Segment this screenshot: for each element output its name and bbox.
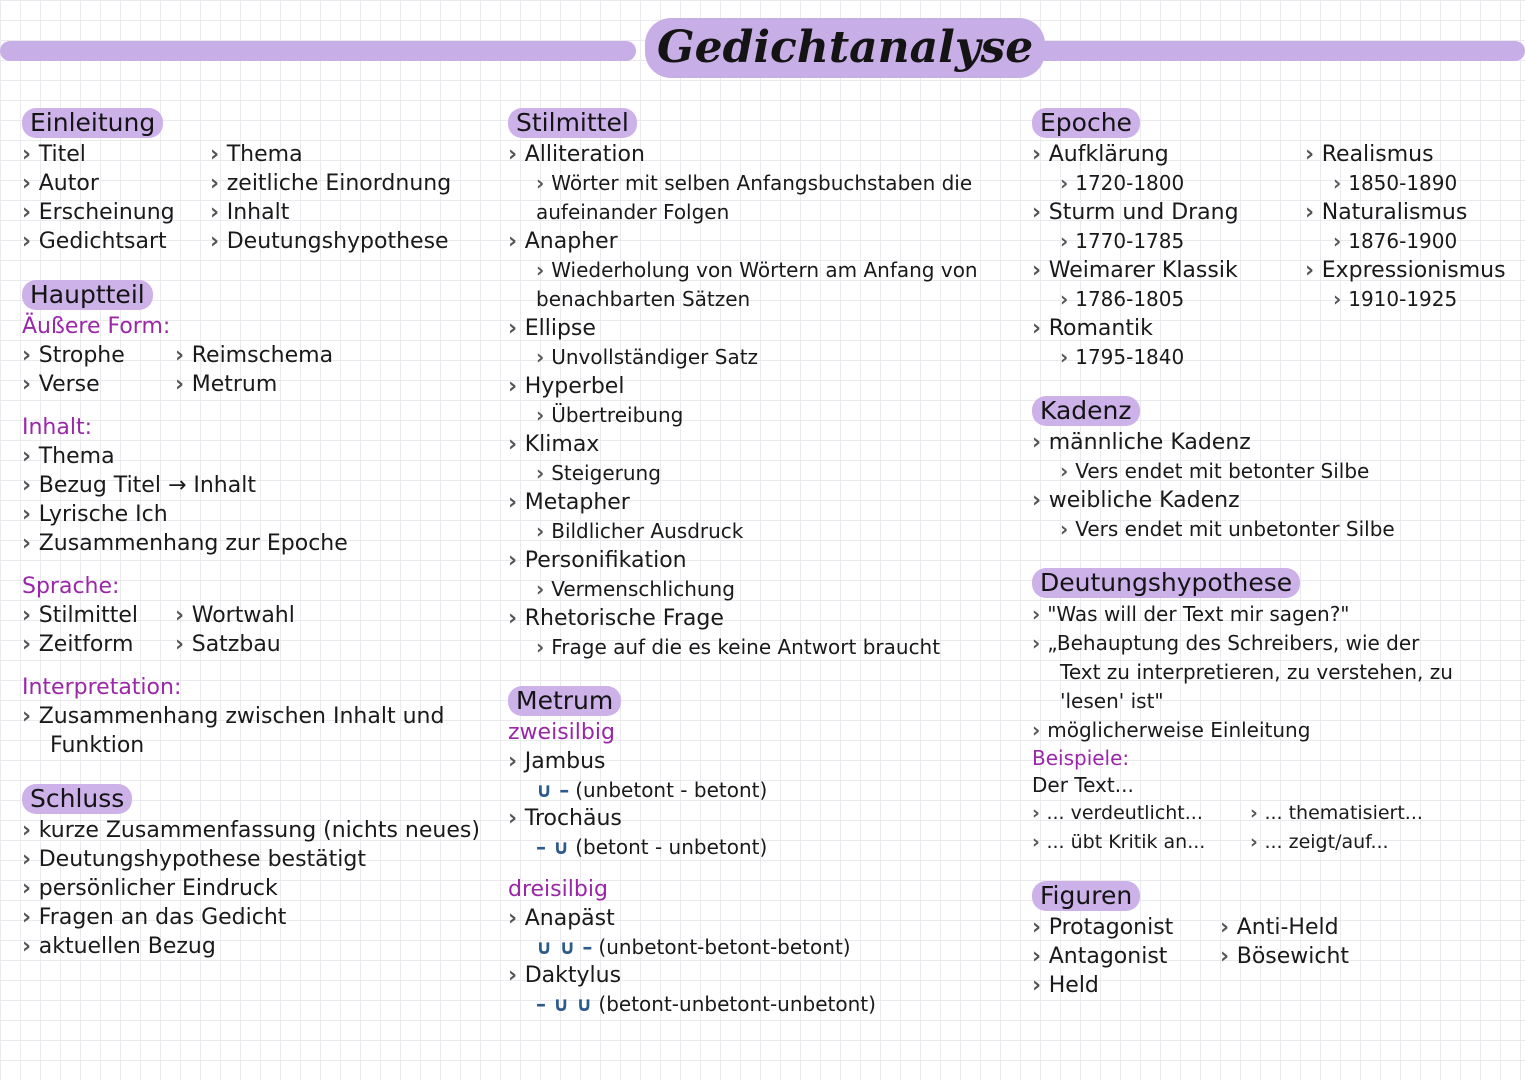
list-item: › Bezug Titel → Inhalt (22, 471, 492, 500)
stilmittel-name: › Rhetorische Frage (508, 604, 1018, 633)
subheading-sprache: Sprache: (22, 574, 120, 599)
epoche-name: › Naturalismus (1305, 198, 1520, 227)
list-item: › persönlicher Eindruck (22, 874, 492, 903)
column-right (1032, 108, 1520, 1024)
epoche-name: › Realismus (1305, 140, 1520, 169)
metrum-name: › Anapäst (508, 904, 1018, 933)
list-item: › Zeitform (22, 630, 167, 659)
header-bar-left (0, 41, 636, 61)
metrum-symbols: ∪ – (536, 778, 570, 802)
stilmittel-name: › Ellipse (508, 314, 1018, 343)
list-item: › ... zeigt/auf... (1250, 828, 1520, 857)
list-item: › Satzbau (175, 630, 492, 659)
section-deutungshypothese (1032, 568, 1520, 857)
metrum-desc: (betont - unbetont) (575, 835, 768, 859)
list-item: › Stilmittel (22, 601, 167, 630)
list-item: › Reimschema (175, 341, 492, 370)
metrum-name: › Daktylus (508, 961, 1018, 990)
epoche-name: › Romantik (1032, 314, 1297, 343)
list-item: › „Behauptung des Schreibers, wie der (1032, 629, 1520, 658)
epoche-name: › Expressionismus (1305, 256, 1520, 285)
list-item: › Protagonist (1032, 913, 1212, 942)
epoche-name: › Weimarer Klassik (1032, 256, 1297, 285)
stilmittel-name: › Anapher (508, 227, 1018, 256)
list-item: › Wortwahl (175, 601, 492, 630)
list-item: › ... übt Kritik an... (1032, 828, 1242, 857)
list-item: › zeitliche Einordnung (210, 169, 492, 198)
list-item: › Held (1032, 971, 1212, 1000)
list-item: › Fragen an das Gedicht (22, 903, 492, 932)
list-item-continued: Funktion (50, 733, 145, 758)
subheading-beispiele: Beispiele: (1032, 746, 1130, 770)
section-hauptteil (22, 280, 492, 760)
metrum-pattern (508, 833, 1018, 861)
subheading-interpretation: Interpretation: (22, 675, 182, 700)
metrum-desc: (unbetont - betont) (575, 778, 768, 802)
heading-figuren: Figuren (1032, 881, 1140, 911)
header-bar-right (962, 41, 1525, 61)
metrum-desc: (unbetont-betont-betont) (598, 935, 851, 959)
list-item: › Anti-Held (1220, 913, 1520, 942)
heading-stilmittel: Stilmittel (508, 108, 637, 138)
list-item: › ... thematisiert... (1250, 799, 1520, 828)
list-item: › Autor (22, 169, 202, 198)
list-item: › Antagonist (1032, 942, 1212, 971)
section-schluss (22, 784, 492, 961)
subheading-dreisilbig: dreisilbig (508, 877, 608, 902)
stilmittel-desc: benachbarten Sätzen (536, 287, 751, 311)
subheading-aeussere-form: Äußere Form: (22, 314, 171, 339)
section-kadenz (1032, 396, 1520, 544)
column-left (22, 108, 492, 985)
stilmittel-desc: › Frage auf die es keine Antwort braucht (508, 633, 1018, 662)
example-intro: Der Text... (1032, 773, 1134, 797)
stilmittel-desc: › Steigerung (508, 459, 1018, 488)
epoche-name: › Sturm und Drang (1032, 198, 1297, 227)
list-item: › Metrum (175, 370, 492, 399)
metrum-name: › Trochäus (508, 804, 1018, 833)
subheading-inhalt: Inhalt: (22, 415, 93, 440)
metrum-name: › Jambus (508, 747, 1018, 776)
list-item-continued: 'lesen' ist" (1060, 689, 1164, 713)
section-stilmittel (508, 108, 1018, 662)
stilmittel-desc: › Unvollständiger Satz (508, 343, 1018, 372)
stilmittel-name: › Metapher (508, 488, 1018, 517)
list-item: › Gedichtsart (22, 227, 202, 256)
stilmittel-desc: › Wörter mit selben Anfangsbuchstaben die (508, 169, 1018, 198)
kadenz-desc: › Vers endet mit betonter Silbe (1032, 457, 1520, 486)
stilmittel-desc: aufeinander Folgen (536, 200, 730, 224)
metrum-pattern (508, 990, 1018, 1018)
subheading-zweisilbig: zweisilbig (508, 720, 615, 745)
metrum-symbols: – ∪ (536, 835, 570, 859)
stilmittel-name: › Klimax (508, 430, 1018, 459)
metrum-pattern (508, 776, 1018, 804)
list-item: › kurze Zusammenfassung (nichts neues) (22, 816, 492, 845)
list-item: › "Was will der Text mir sagen?" (1032, 600, 1520, 629)
metrum-pattern (508, 933, 1018, 961)
stilmittel-desc: › Bildlicher Ausdruck (508, 517, 1018, 546)
heading-kadenz: Kadenz (1032, 396, 1140, 426)
page-title: Gedichtanalyse (645, 18, 1045, 78)
stilmittel-name: › Hyperbel (508, 372, 1018, 401)
column-middle (508, 108, 1018, 1042)
heading-deutungshypothese: Deutungshypothese (1032, 568, 1300, 598)
kadenz-name: › weibliche Kadenz (1032, 486, 1520, 515)
stilmittel-name: › Personifikation (508, 546, 1018, 575)
epoche-name: › Aufklärung (1032, 140, 1297, 169)
list-item: › Erscheinung (22, 198, 202, 227)
metrum-desc: (betont-unbetont-unbetont) (598, 992, 876, 1016)
list-item: › Strophe (22, 341, 167, 370)
metrum-symbols: – ∪ ∪ (536, 992, 593, 1016)
list-item: › möglicherweise Einleitung (1032, 716, 1520, 745)
metrum-symbols: ∪ ∪ – (536, 935, 593, 959)
section-metrum (508, 686, 1018, 1018)
heading-metrum: Metrum (508, 686, 621, 716)
section-einleitung (22, 108, 492, 256)
stilmittel-desc: › Übertreibung (508, 401, 1018, 430)
kadenz-desc: › Vers endet mit unbetonter Silbe (1032, 515, 1520, 544)
epoche-years: › 1910-1925 (1305, 285, 1520, 314)
list-item: › Verse (22, 370, 167, 399)
list-item: › Lyrische Ich (22, 500, 492, 529)
epoche-years: › 1795-1840 (1032, 343, 1297, 372)
list-item: › aktuellen Bezug (22, 932, 492, 961)
list-item: › Inhalt (210, 198, 492, 227)
list-item-continued: Text zu interpretieren, zu verstehen, zu (1060, 660, 1453, 684)
heading-epoche: Epoche (1032, 108, 1140, 138)
kadenz-name: › männliche Kadenz (1032, 428, 1520, 457)
list-item: › Titel (22, 140, 202, 169)
epoche-years: › 1876-1900 (1305, 227, 1520, 256)
list-item: › Deutungshypothese bestätigt (22, 845, 492, 874)
heading-hauptteil: Hauptteil (22, 280, 153, 310)
stilmittel-desc: › Vermenschlichung (508, 575, 1018, 604)
list-item: › Deutungshypothese (210, 227, 492, 256)
list-item: › Zusammenhang zwischen Inhalt und (22, 702, 492, 731)
list-item: › ... verdeutlicht... (1032, 799, 1242, 828)
epoche-years: › 1850-1890 (1305, 169, 1520, 198)
heading-schluss: Schluss (22, 784, 132, 814)
list-item: › Thema (22, 442, 492, 471)
stilmittel-name: › Alliteration (508, 140, 1018, 169)
section-figuren (1032, 881, 1520, 1000)
epoche-years: › 1770-1785 (1032, 227, 1297, 256)
list-item: › Thema (210, 140, 492, 169)
section-epoche (1032, 108, 1520, 372)
epoche-years: › 1786-1805 (1032, 285, 1297, 314)
stilmittel-desc: › Wiederholung von Wörtern am Anfang von (508, 256, 1018, 285)
heading-einleitung: Einleitung (22, 108, 163, 138)
list-item: › Zusammenhang zur Epoche (22, 529, 492, 558)
list-item: › Bösewicht (1220, 942, 1520, 971)
epoche-years: › 1720-1800 (1032, 169, 1297, 198)
